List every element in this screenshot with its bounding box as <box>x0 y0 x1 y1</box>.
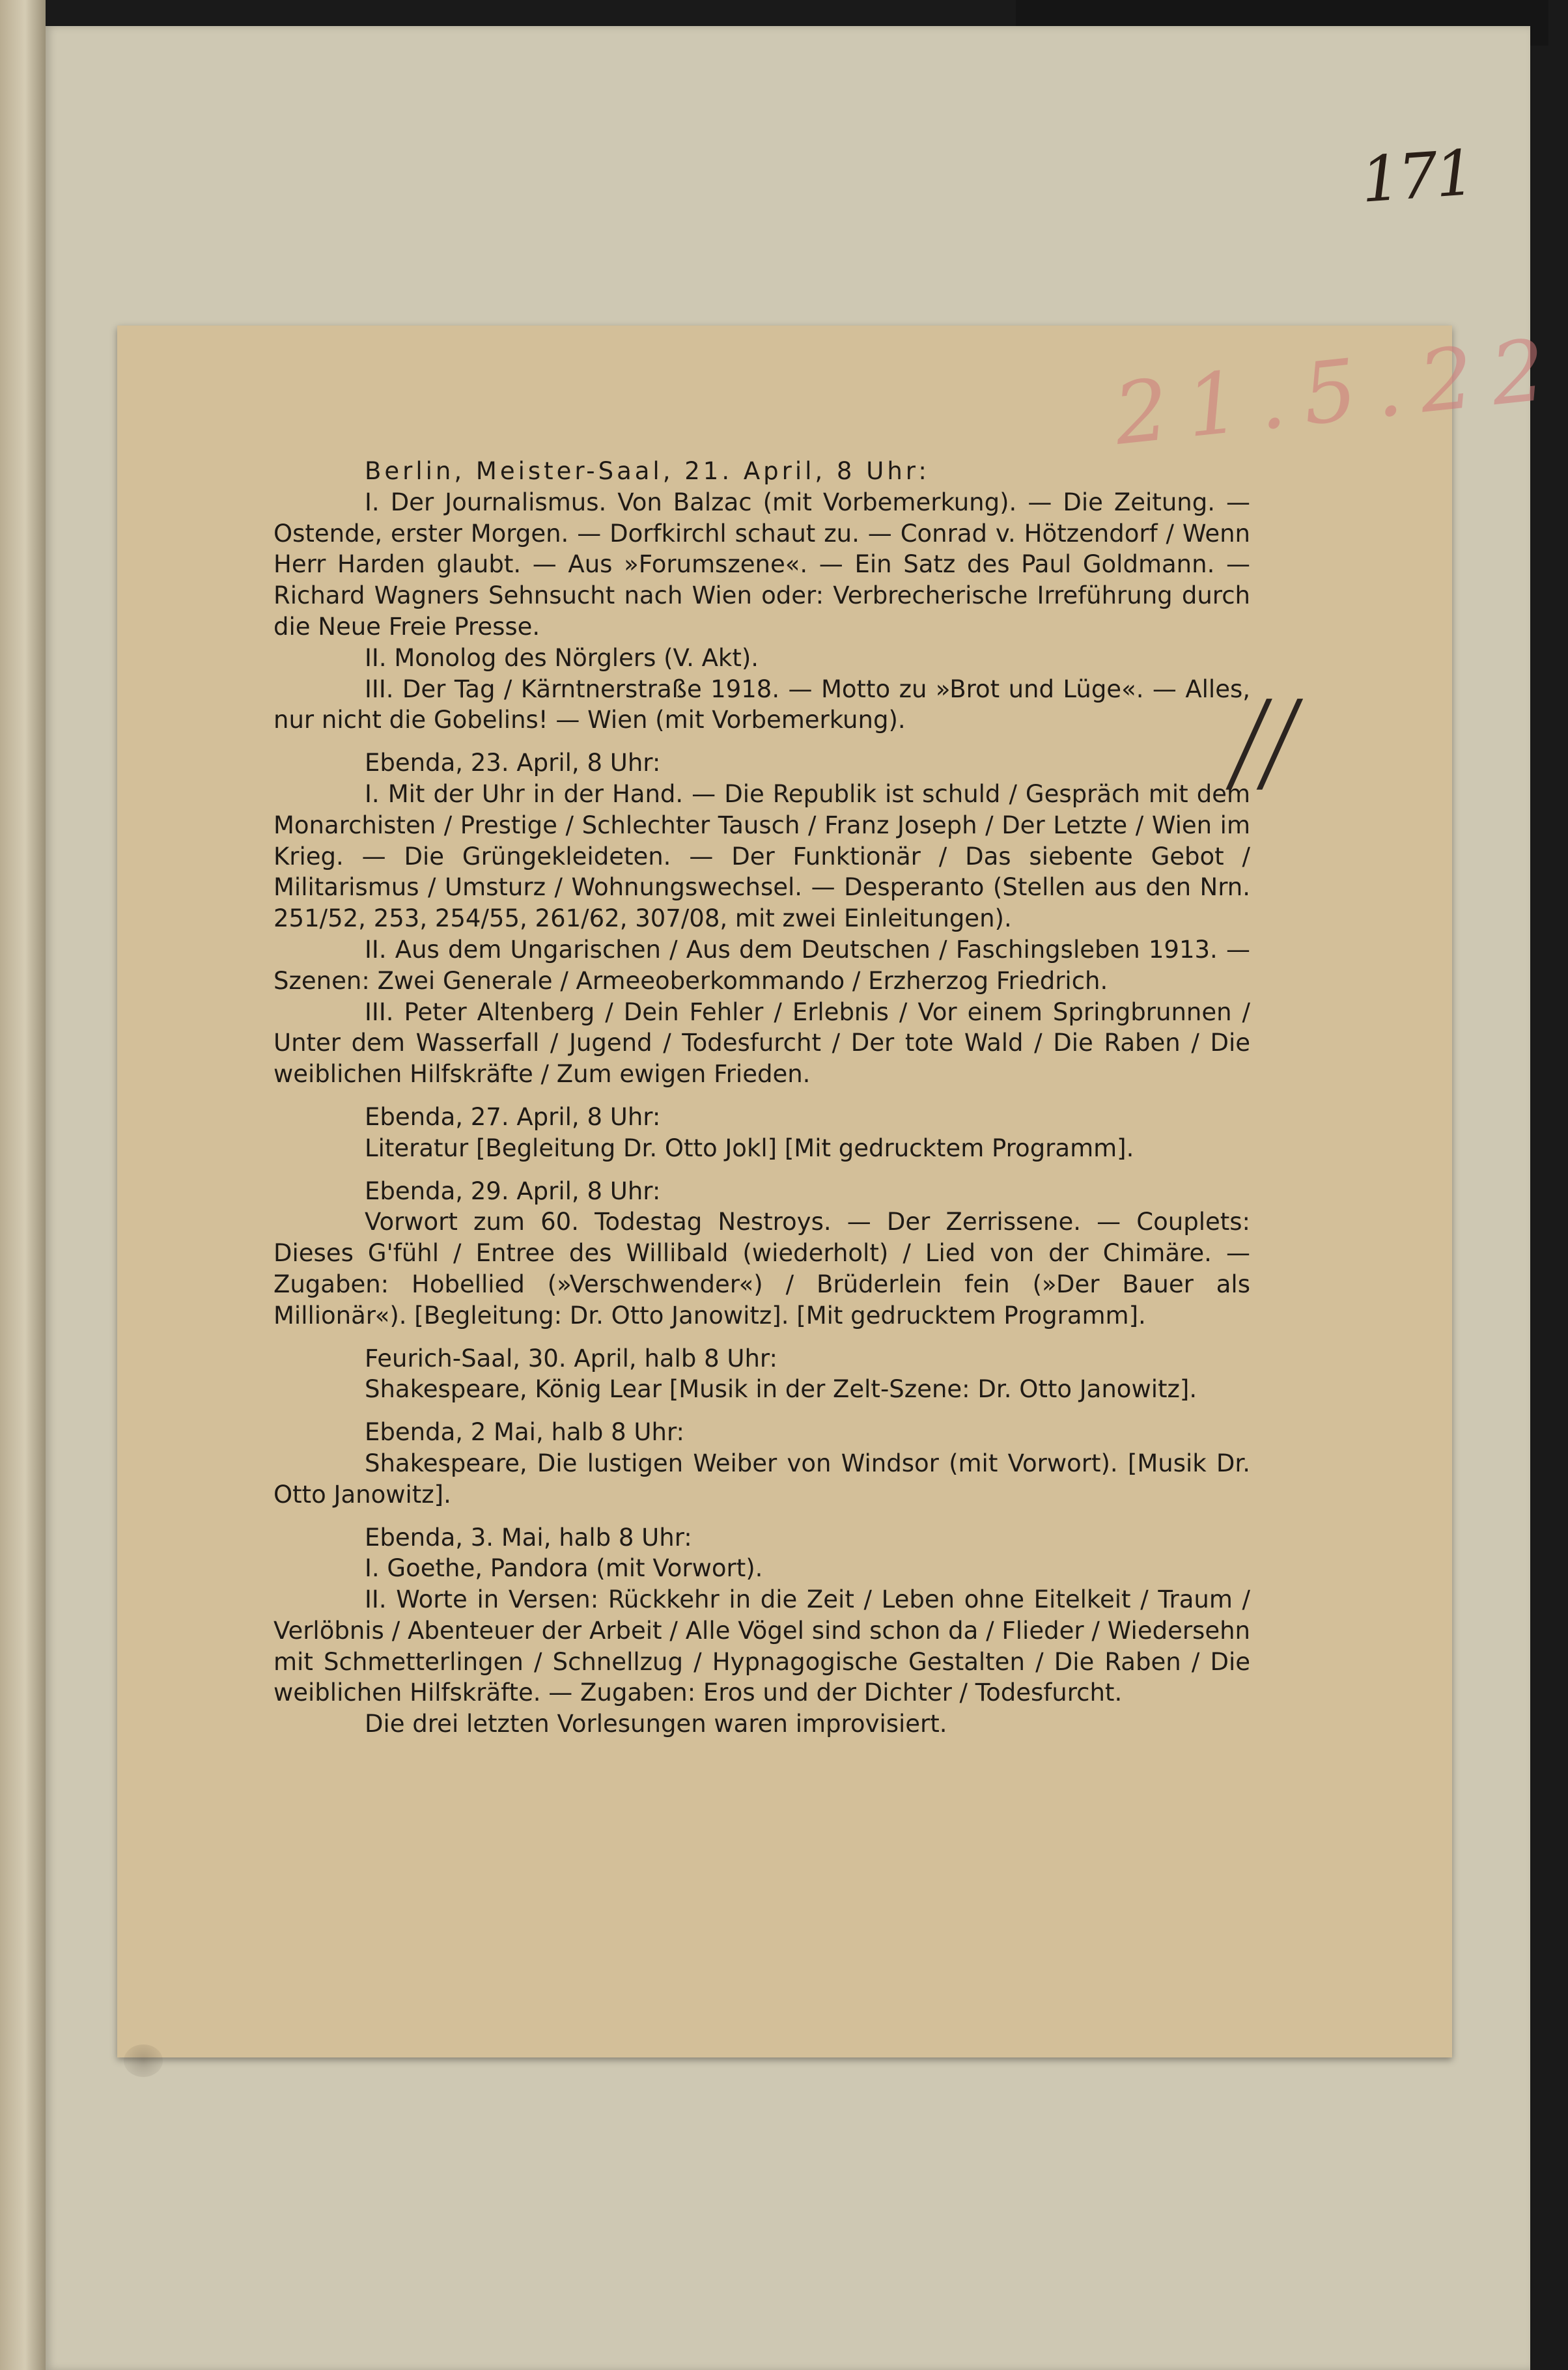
program-section <box>273 1522 1250 1740</box>
section-header: Ebenda, 27. April, 8 Uhr: <box>365 1102 661 1131</box>
program-section <box>273 747 1250 1090</box>
program-item: I. Mit der Uhr in der Hand. — Die Republik ist schuld / Gespräch mit dem Monarchisten / Prestige / Schlechter Tausch / Franz Joseph / Der Letzte / Wien im Krieg. — Die Grüngekleideten. — Der Funktionär / Das siebente Gebot / Militarismus / Umsturz / Wohnungswechsel. — Desperanto (Stellen aus den Nrn. 251/52, 253, 254/55, 261/62, 307/08, mit zwei Einleitungen). <box>273 779 1250 933</box>
program-item: Shakespeare, König Lear [Musik in der Zelt-Szene: Dr. Otto Janowitz]. <box>365 1375 1197 1404</box>
margin-mark: // <box>1222 677 1302 806</box>
program-item: III. Der Tag / Kärntnerstraße 1918. — Motto zu »Brot und Lüge«. — Alles, nur nicht die Gobelins! — Wien (mit Vorbemerkung). <box>273 675 1250 734</box>
closing-note: Die drei letzten Vorlesungen waren improvisiert. <box>365 1710 947 1738</box>
program-item: Literatur [Begleitung Dr. Otto Jokl] [Mit gedrucktem Programm]. <box>365 1134 1134 1162</box>
program-item: III. Peter Altenberg / Dein Fehler / Erlebnis / Vor einem Springbrunnen / Unter dem Wasserfall / Jugend / Todesfurcht / Der tote Wald / Die Raben / Die weiblichen Hilfskräfte / Zum ewigen Frieden. <box>273 997 1250 1089</box>
section-header: Berlin, Meister-Saal, 21. April, 8 Uhr: <box>365 457 930 485</box>
program-item: I. Goethe, Pandora (mit Vorwort). <box>365 1554 763 1583</box>
program-text <box>273 456 1250 1751</box>
section-header: Ebenda, 29. April, 8 Uhr: <box>365 1177 661 1205</box>
program-section <box>273 456 1250 736</box>
program-section <box>273 1176 1250 1331</box>
printed-leaflet <box>117 318 1568 2057</box>
program-item: II. Worte in Versen: Rückkehr in die Zeit / Leben ohne Eitelkeit / Traum / Verlöbnis / Abenteuer der Arbeit / Alle Vögel sind schon da / Flieder / Wiedersehn mit Schmetterlingen / Schnellzug / Hypnagogische Gestalten / Die Raben / Die weiblichen Hilfskräfte. — Zugaben: Eros und der Dichter / Todesfurcht. <box>273 1585 1250 1707</box>
program-item: II. Monolog des Nörglers (V. Akt). <box>365 643 759 672</box>
program-item: II. Aus dem Ungarischen / Aus dem Deutschen / Faschingsleben 1913. — Szenen: Zwei Generale / Armeeoberkommando / Erzherzog Friedrich. <box>273 935 1250 995</box>
program-item: Vorwort zum 60. Todestag Nestroys. — Der Zerrissene. — Couplets: Dieses G'fühl / Entree des Willibald (wiederholt) / Lied von der Chimäre. — Zugaben: Hobellied (»Verschwender«) / Brüderlein fein (»Der Bauer als Millionär«). [Begleitung: Dr. Otto Janowitz]. [Mit gedrucktem Programm]. <box>273 1208 1250 1330</box>
program-section <box>273 1343 1250 1406</box>
ink-smudge <box>124 2044 163 2077</box>
section-header: Ebenda, 23. April, 8 Uhr: <box>365 749 661 777</box>
section-header: Ebenda, 2 Mai, halb 8 Uhr: <box>365 1418 684 1447</box>
folio-number: 171 <box>1358 136 1475 217</box>
program-section <box>273 1417 1250 1510</box>
program-item: Shakespeare, Die lustigen Weiber von Windsor (mit Vorwort). [Musik Dr. Otto Janowitz]. <box>273 1449 1250 1509</box>
section-header: Ebenda, 3. Mai, halb 8 Uhr: <box>365 1523 692 1552</box>
album-page <box>46 26 1568 2370</box>
section-header: Feurich-Saal, 30. April, halb 8 Uhr: <box>365 1344 777 1373</box>
program-item: I. Der Journalismus. Von Balzac (mit Vorbemerkung). — Die Zeitung. — Ostende, erster Morgen. — Dorfkirchl schaut zu. — Conrad v. Hötzendorf / Wenn Herr Harden glaubt. — Aus »Forumszene«. — Ein Satz des Paul Goldmann. — Richard Wagners Sehnsucht nach Wien oder: Verbrecherische Irreführung durch die Neue Freie Presse. <box>273 488 1250 641</box>
book-binding-edge <box>0 0 46 2370</box>
program-section <box>273 1102 1250 1164</box>
pencil-date-annotation: 21.5.22 <box>1109 318 1568 464</box>
